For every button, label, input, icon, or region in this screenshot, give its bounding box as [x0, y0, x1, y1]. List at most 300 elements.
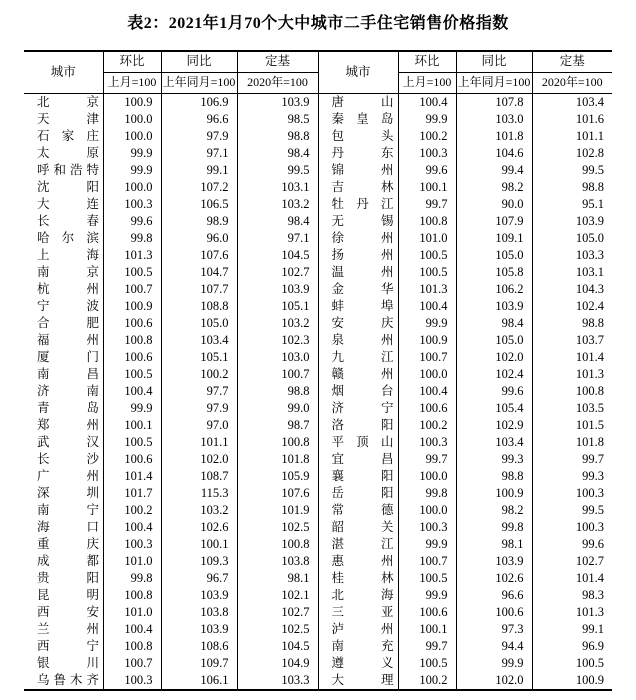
city-cell [24, 162, 103, 179]
mom-value-cell: 100.7 [398, 553, 456, 570]
table-row [24, 213, 612, 230]
city-name: 襄阳 [331, 469, 394, 483]
table-body [24, 94, 612, 691]
mom-value-cell: 99.9 [103, 400, 161, 417]
base-value-cell: 102.7 [532, 553, 612, 570]
base-value-cell: 99.0 [237, 400, 318, 417]
base-value-cell: 98.8 [237, 383, 318, 400]
city-cell [318, 145, 398, 162]
city-cell [318, 213, 398, 230]
mom-value-cell: 100.5 [398, 264, 456, 281]
table-row [24, 621, 612, 638]
base-value-cell: 101.8 [532, 434, 612, 451]
table-row [24, 638, 612, 655]
base-value-cell: 102.7 [237, 264, 318, 281]
mom-value-cell: 100.3 [398, 434, 456, 451]
mom-value-cell: 100.2 [398, 417, 456, 434]
city-name: 哈尔滨 [37, 231, 99, 245]
base-value-cell: 98.3 [532, 587, 612, 604]
city-cell [318, 349, 398, 366]
yoy-value-cell: 105.8 [456, 264, 532, 281]
yoy-value-cell: 99.4 [456, 162, 532, 179]
city-name: 扬州 [331, 248, 394, 262]
mom-value-cell: 100.0 [398, 468, 456, 485]
mom-value-cell: 99.9 [398, 111, 456, 128]
mom-value-cell: 101.0 [103, 553, 161, 570]
mom-value-cell: 100.5 [103, 366, 161, 383]
city-cell [318, 128, 398, 145]
city-cell [24, 400, 103, 417]
city-name: 银川 [37, 656, 99, 670]
mom-value-cell: 99.6 [103, 213, 161, 230]
yoy-value-cell: 102.6 [161, 519, 237, 536]
mom-value-cell: 100.4 [103, 383, 161, 400]
city-name: 唐山 [331, 95, 394, 109]
header-base-sub-right: 2020年=100 [532, 73, 612, 94]
city-cell [318, 468, 398, 485]
base-value-cell: 103.4 [532, 94, 612, 112]
city-cell [24, 502, 103, 519]
city-cell [318, 672, 398, 690]
city-cell [318, 264, 398, 281]
base-value-cell: 103.1 [532, 264, 612, 281]
yoy-value-cell: 108.7 [161, 468, 237, 485]
base-value-cell: 98.4 [237, 145, 318, 162]
base-value-cell: 100.9 [532, 672, 612, 690]
city-cell [318, 536, 398, 553]
city-name: 桂林 [331, 571, 394, 585]
table-row [24, 230, 612, 247]
base-value-cell: 105.9 [237, 468, 318, 485]
base-value-cell: 98.8 [237, 128, 318, 145]
city-name: 韶关 [331, 520, 394, 534]
yoy-value-cell: 94.4 [456, 638, 532, 655]
yoy-value-cell: 107.8 [456, 94, 532, 112]
table-row [24, 570, 612, 587]
city-cell [24, 145, 103, 162]
yoy-value-cell: 107.7 [161, 281, 237, 298]
header-base-sub-left: 2020年=100 [237, 73, 318, 94]
city-cell [24, 672, 103, 690]
city-name: 安庆 [331, 316, 394, 330]
mom-value-cell: 99.8 [103, 230, 161, 247]
mom-value-cell: 100.4 [103, 519, 161, 536]
base-value-cell: 103.3 [532, 247, 612, 264]
mom-value-cell: 100.4 [398, 94, 456, 112]
city-name: 南昌 [37, 367, 99, 381]
mom-value-cell: 99.9 [398, 587, 456, 604]
city-cell [318, 315, 398, 332]
city-name: 吉林 [331, 180, 394, 194]
city-name: 温州 [331, 265, 394, 279]
header-city-left: 城市 [24, 51, 103, 94]
header-yoy-sub-left: 上年同月=100 [161, 73, 237, 94]
yoy-value-cell: 103.0 [456, 111, 532, 128]
city-cell [24, 621, 103, 638]
base-value-cell: 98.8 [532, 315, 612, 332]
city-cell [24, 196, 103, 213]
header-base-right: 定基 [532, 51, 612, 73]
yoy-value-cell: 108.8 [161, 298, 237, 315]
yoy-value-cell: 109.3 [161, 553, 237, 570]
yoy-value-cell: 97.0 [161, 417, 237, 434]
mom-value-cell: 101.0 [103, 604, 161, 621]
yoy-value-cell: 103.4 [161, 332, 237, 349]
yoy-value-cell: 106.9 [161, 94, 237, 112]
city-cell [24, 638, 103, 655]
mom-value-cell: 100.7 [103, 655, 161, 672]
mom-value-cell: 100.1 [103, 417, 161, 434]
mom-value-cell: 100.2 [103, 502, 161, 519]
city-cell [24, 604, 103, 621]
city-name: 天津 [37, 112, 99, 126]
city-cell [318, 638, 398, 655]
base-value-cell: 103.3 [237, 672, 318, 690]
yoy-value-cell: 109.7 [161, 655, 237, 672]
header-mom-right: 环比 [398, 51, 456, 73]
mom-value-cell: 100.0 [103, 128, 161, 145]
table-row [24, 94, 612, 112]
yoy-value-cell: 105.0 [456, 332, 532, 349]
city-cell [318, 485, 398, 502]
city-cell [24, 366, 103, 383]
header-yoy-sub-right: 上年同月=100 [456, 73, 532, 94]
table-row [24, 162, 612, 179]
city-name: 泸州 [331, 622, 394, 636]
city-cell [24, 179, 103, 196]
base-value-cell: 102.1 [237, 587, 318, 604]
city-name: 郑州 [37, 418, 99, 432]
yoy-value-cell: 105.0 [456, 247, 532, 264]
mom-value-cell: 100.2 [398, 128, 456, 145]
city-cell [24, 111, 103, 128]
mom-value-cell: 100.5 [398, 570, 456, 587]
table-row [24, 383, 612, 400]
city-cell [318, 502, 398, 519]
table-row [24, 468, 612, 485]
yoy-value-cell: 100.2 [161, 366, 237, 383]
base-value-cell: 97.1 [237, 230, 318, 247]
yoy-value-cell: 98.8 [456, 468, 532, 485]
city-name: 昆明 [37, 588, 99, 602]
base-value-cell: 100.8 [237, 536, 318, 553]
mom-value-cell: 100.7 [103, 281, 161, 298]
yoy-value-cell: 98.1 [456, 536, 532, 553]
city-cell [24, 383, 103, 400]
yoy-value-cell: 103.9 [161, 587, 237, 604]
base-value-cell: 100.8 [532, 383, 612, 400]
mom-value-cell: 100.4 [398, 298, 456, 315]
yoy-value-cell: 106.1 [161, 672, 237, 690]
table-row [24, 332, 612, 349]
base-value-cell: 103.7 [532, 332, 612, 349]
base-value-cell: 98.7 [237, 417, 318, 434]
city-name: 大理 [331, 673, 394, 687]
yoy-value-cell: 103.9 [161, 621, 237, 638]
mom-value-cell: 101.3 [398, 281, 456, 298]
yoy-value-cell: 115.3 [161, 485, 237, 502]
city-cell [318, 417, 398, 434]
city-name: 岳阳 [331, 486, 394, 500]
mom-value-cell: 100.6 [103, 315, 161, 332]
base-value-cell: 102.5 [237, 519, 318, 536]
yoy-value-cell: 102.9 [456, 417, 532, 434]
city-cell [24, 417, 103, 434]
yoy-value-cell: 103.8 [161, 604, 237, 621]
city-name: 北海 [331, 588, 394, 602]
city-name: 重庆 [37, 537, 99, 551]
city-cell [318, 332, 398, 349]
yoy-value-cell: 99.9 [456, 655, 532, 672]
city-cell [318, 587, 398, 604]
city-cell [318, 247, 398, 264]
table-row [24, 128, 612, 145]
yoy-value-cell: 98.2 [456, 179, 532, 196]
mom-value-cell: 101.0 [398, 230, 456, 247]
city-name: 深圳 [37, 486, 99, 500]
mom-value-cell: 100.8 [103, 638, 161, 655]
city-name: 包头 [331, 129, 394, 143]
mom-value-cell: 99.9 [103, 145, 161, 162]
city-cell [318, 179, 398, 196]
table-row [24, 502, 612, 519]
mom-value-cell: 99.9 [103, 162, 161, 179]
base-value-cell: 107.6 [237, 485, 318, 502]
base-value-cell: 99.5 [237, 162, 318, 179]
city-name: 贵阳 [37, 571, 99, 585]
mom-value-cell: 100.8 [103, 332, 161, 349]
city-name: 蚌埠 [331, 299, 394, 313]
yoy-value-cell: 96.7 [161, 570, 237, 587]
city-cell [318, 281, 398, 298]
mom-value-cell: 100.8 [398, 213, 456, 230]
city-cell [318, 366, 398, 383]
city-cell [24, 349, 103, 366]
city-cell [24, 213, 103, 230]
yoy-value-cell: 109.1 [456, 230, 532, 247]
city-name: 石家庄 [37, 129, 99, 143]
city-cell [24, 247, 103, 264]
base-value-cell: 102.7 [237, 604, 318, 621]
table-row [24, 587, 612, 604]
header-yoy-right: 同比 [456, 51, 532, 73]
base-value-cell: 99.5 [532, 502, 612, 519]
city-cell [318, 298, 398, 315]
city-cell [318, 162, 398, 179]
base-value-cell: 101.5 [532, 417, 612, 434]
base-value-cell: 98.5 [237, 111, 318, 128]
yoy-value-cell: 103.9 [456, 553, 532, 570]
yoy-value-cell: 97.3 [456, 621, 532, 638]
mom-value-cell: 100.5 [398, 655, 456, 672]
city-cell [24, 587, 103, 604]
base-value-cell: 100.3 [532, 519, 612, 536]
city-name: 合肥 [37, 316, 99, 330]
table-row [24, 111, 612, 128]
yoy-value-cell: 97.7 [161, 383, 237, 400]
yoy-value-cell: 104.6 [456, 145, 532, 162]
table-header [24, 51, 612, 94]
mom-value-cell: 100.0 [398, 366, 456, 383]
base-value-cell: 104.5 [237, 247, 318, 264]
city-name: 大连 [37, 197, 99, 211]
city-name: 赣州 [331, 367, 394, 381]
city-name: 兰州 [37, 622, 99, 636]
base-value-cell: 95.1 [532, 196, 612, 213]
yoy-value-cell: 99.1 [161, 162, 237, 179]
table-row [24, 672, 612, 690]
city-name: 西安 [37, 605, 99, 619]
mom-value-cell: 100.3 [103, 196, 161, 213]
table-row [24, 519, 612, 536]
city-name: 乌鲁木齐 [37, 673, 99, 687]
mom-value-cell: 100.3 [103, 536, 161, 553]
city-name: 南宁 [37, 503, 99, 517]
base-value-cell: 103.9 [532, 213, 612, 230]
city-cell [318, 111, 398, 128]
city-name: 青岛 [37, 401, 99, 415]
yoy-value-cell: 101.1 [161, 434, 237, 451]
base-value-cell: 101.3 [532, 366, 612, 383]
mom-value-cell: 100.2 [398, 672, 456, 690]
city-name: 泉州 [331, 333, 394, 347]
table-row [24, 485, 612, 502]
mom-value-cell: 100.6 [398, 400, 456, 417]
mom-value-cell: 100.5 [103, 264, 161, 281]
yoy-value-cell: 103.9 [456, 298, 532, 315]
city-name: 海口 [37, 520, 99, 534]
mom-value-cell: 99.8 [398, 485, 456, 502]
table-row [24, 451, 612, 468]
yoy-value-cell: 102.0 [456, 349, 532, 366]
city-name: 南充 [331, 639, 394, 653]
city-cell [24, 230, 103, 247]
yoy-value-cell: 90.0 [456, 196, 532, 213]
city-name: 武汉 [37, 435, 99, 449]
city-cell [24, 519, 103, 536]
city-cell [24, 94, 103, 112]
base-value-cell: 99.6 [532, 536, 612, 553]
city-cell [24, 451, 103, 468]
mom-value-cell: 100.6 [103, 349, 161, 366]
base-value-cell: 100.3 [532, 485, 612, 502]
city-name: 惠州 [331, 554, 394, 568]
header-base-left: 定基 [237, 51, 318, 73]
city-cell [24, 298, 103, 315]
header-row-main [24, 51, 612, 73]
base-value-cell: 102.3 [237, 332, 318, 349]
base-value-cell: 105.0 [532, 230, 612, 247]
header-mom-sub-left: 上月=100 [103, 73, 161, 94]
city-cell [24, 655, 103, 672]
table-row [24, 655, 612, 672]
base-value-cell: 102.8 [532, 145, 612, 162]
city-cell [318, 553, 398, 570]
mom-value-cell: 101.3 [103, 247, 161, 264]
city-cell [318, 230, 398, 247]
base-value-cell: 101.4 [532, 349, 612, 366]
city-name: 丹东 [331, 146, 394, 160]
mom-value-cell: 100.5 [103, 434, 161, 451]
city-name: 锦州 [331, 163, 394, 177]
table-row [24, 179, 612, 196]
table-row [24, 247, 612, 264]
mom-value-cell: 100.3 [398, 519, 456, 536]
yoy-value-cell: 96.0 [161, 230, 237, 247]
mom-value-cell: 100.9 [103, 298, 161, 315]
base-value-cell: 103.8 [237, 553, 318, 570]
yoy-value-cell: 99.6 [456, 383, 532, 400]
mom-value-cell: 100.0 [398, 502, 456, 519]
city-cell [24, 281, 103, 298]
city-name: 三亚 [331, 605, 394, 619]
city-name: 徐州 [331, 231, 394, 245]
yoy-value-cell: 103.4 [456, 434, 532, 451]
base-value-cell: 98.4 [237, 213, 318, 230]
city-cell [318, 604, 398, 621]
city-cell [24, 468, 103, 485]
yoy-value-cell: 102.4 [456, 366, 532, 383]
yoy-value-cell: 104.7 [161, 264, 237, 281]
base-value-cell: 104.9 [237, 655, 318, 672]
mom-value-cell: 99.8 [103, 570, 161, 587]
mom-value-cell: 100.1 [398, 621, 456, 638]
yoy-value-cell: 105.4 [456, 400, 532, 417]
table-row [24, 349, 612, 366]
city-cell [318, 434, 398, 451]
table-row [24, 264, 612, 281]
yoy-value-cell: 106.5 [161, 196, 237, 213]
yoy-value-cell: 105.1 [161, 349, 237, 366]
mom-value-cell: 100.0 [103, 111, 161, 128]
yoy-value-cell: 102.0 [456, 672, 532, 690]
yoy-value-cell: 97.9 [161, 400, 237, 417]
mom-value-cell: 99.7 [398, 196, 456, 213]
table-row [24, 553, 612, 570]
base-value-cell: 101.3 [532, 604, 612, 621]
base-value-cell: 101.6 [532, 111, 612, 128]
mom-value-cell: 100.8 [103, 587, 161, 604]
city-name: 杭州 [37, 282, 99, 296]
mom-value-cell: 99.7 [398, 638, 456, 655]
city-name: 长沙 [37, 452, 99, 466]
table-row [24, 434, 612, 451]
base-value-cell: 103.2 [237, 315, 318, 332]
base-value-cell: 101.8 [237, 451, 318, 468]
city-cell [318, 621, 398, 638]
mom-value-cell: 100.6 [398, 604, 456, 621]
base-value-cell: 99.5 [532, 162, 612, 179]
table-row [24, 145, 612, 162]
city-cell [318, 451, 398, 468]
city-cell [24, 332, 103, 349]
yoy-value-cell: 108.6 [161, 638, 237, 655]
city-name: 成都 [37, 554, 99, 568]
city-name: 金华 [331, 282, 394, 296]
mom-value-cell: 99.9 [398, 536, 456, 553]
yoy-value-cell: 99.8 [456, 519, 532, 536]
city-name: 太原 [37, 146, 99, 160]
mom-value-cell: 100.9 [103, 94, 161, 112]
mom-value-cell: 101.7 [103, 485, 161, 502]
yoy-value-cell: 100.1 [161, 536, 237, 553]
base-value-cell: 99.3 [532, 468, 612, 485]
yoy-value-cell: 98.9 [161, 213, 237, 230]
yoy-value-cell: 102.6 [456, 570, 532, 587]
city-cell [24, 315, 103, 332]
city-name: 无锡 [331, 214, 394, 228]
base-value-cell: 98.1 [237, 570, 318, 587]
